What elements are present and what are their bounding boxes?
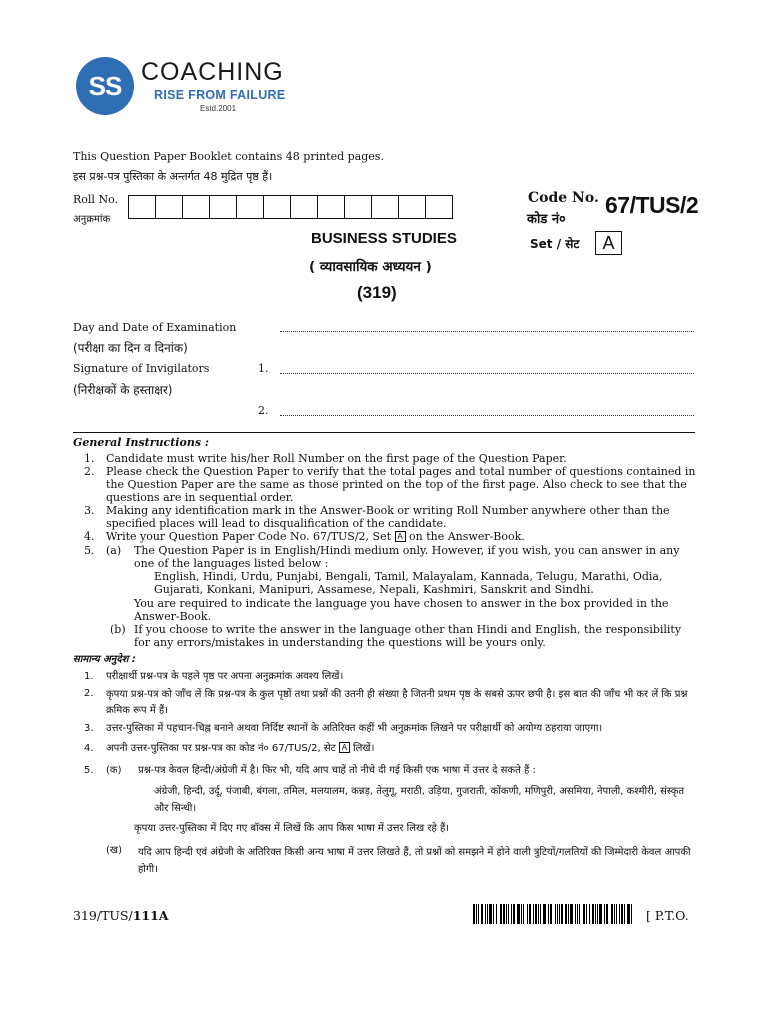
- barcode-bar: [529, 904, 531, 924]
- instruction-4: [106, 530, 696, 543]
- barcode-bar: [550, 904, 552, 924]
- logo-estd: Estd.2001: [200, 104, 237, 113]
- barcode-bar: [496, 904, 497, 924]
- roll-box[interactable]: [371, 195, 399, 219]
- barcode-bar: [527, 904, 528, 924]
- signature-number-1: 1.: [258, 362, 269, 375]
- instruction-5a-languages: English, Hindi, Urdu, Punjabi, Bengali, Tamil, Malayalam, Kannada, Telugu, Marathi, Odia, Gujarati, Konkani, Manipuri, Assamese, Nepali, Kashmiri, Sanskrit and Sindhi.: [154, 570, 663, 596]
- barcode-bar: [485, 904, 486, 924]
- instruction-number: 3.: [84, 504, 95, 517]
- logo-title: COACHING: [141, 58, 284, 86]
- barcode-bar: [478, 904, 479, 924]
- barcode-bar: [500, 904, 502, 924]
- code-label-en: Code No.: [528, 190, 599, 206]
- barcode-bar: [555, 904, 556, 924]
- barcode-bar: [487, 904, 488, 924]
- signature-number-2: 2.: [258, 404, 269, 417]
- hindi-instruction-5kha: यदि आप हिन्दी एवं अंग्रेजी के अतिरिक्त किसी अन्य भाषा में उत्तर लिखते हैं, तो प्रश्नों को समझने में होने वाली त्रुटियों/गलतियों की जिम्मेदारी केवल आपकी होगी।: [138, 847, 691, 875]
- barcode-bar: [523, 904, 524, 924]
- roll-box[interactable]: [317, 195, 345, 219]
- set-box-inline-hi: A: [339, 742, 350, 753]
- barcode-bar: [631, 904, 632, 924]
- barcode-bar: [599, 904, 602, 924]
- barcode-bar: [589, 904, 590, 924]
- paper-code-suffix: 111A: [132, 908, 169, 923]
- hindi-instructions-heading: सामान्य अनुदेश :: [73, 654, 136, 665]
- hindi-instruction-number: 1.: [84, 671, 94, 682]
- hindi-instruction-1: परीक्षार्थी प्रश्न-पत्र के पहले पृष्ठ पर अपना अनुक्रमांक अवश्य लिखें।: [106, 671, 344, 682]
- instruction-number: 1.: [84, 452, 95, 465]
- hindi-instruction-2: कृपया प्रश्न-पत्र को जाँच लें कि प्रश्न-पत्र के कुल पृष्ठों तथा प्रश्नों की उतनी ही संख्या है जितनी प्रथम पृष्ठ के सबसे ऊपर छपी है। इस बात की जाँच भी कर लें कि प्रश्न क्रमिक रूप में हैं।: [106, 689, 688, 716]
- general-instructions-heading: General Instructions :: [73, 436, 209, 449]
- subject-number: (319): [357, 283, 397, 302]
- signature-label-en: Signature of Invigilators: [73, 362, 210, 375]
- barcode-bar: [543, 904, 546, 924]
- hindi-instruction-number: 4.: [84, 743, 94, 754]
- subject-name-hi: ( व्यावसायिक अध्ययन ): [309, 259, 432, 275]
- subject-name-en: BUSINESS STUDIES: [311, 230, 457, 247]
- roll-box[interactable]: [128, 195, 156, 219]
- hindi-instruction-3: उत्तर-पुस्तिका में पहचान-चिह्न बनाने अथवा निर्दिष्ट स्थानों के अतिरिक्त कहीं भी अनुक्रमांक लिखने पर परीक्षार्थी को अयोग्य ठहराया जाएगा।: [106, 723, 603, 734]
- barcode-bar: [517, 904, 520, 924]
- hindi-sub-label: (ख): [106, 845, 122, 856]
- hindi-instruction-number: 3.: [84, 723, 94, 734]
- barcode-bar: [557, 904, 558, 924]
- hindi-instruction-4: [106, 742, 696, 755]
- barcode-bar: [583, 904, 585, 924]
- barcode-bar: [533, 904, 534, 924]
- roll-box[interactable]: [236, 195, 264, 219]
- instruction-2: Please check the Question Paper to verify that the total pages and total number of questions contained in the Question Paper are the same as those printed on the top of the first page. Also check to see that the questions are in sequential order.: [106, 465, 696, 504]
- roll-number-boxes[interactable]: [129, 195, 453, 219]
- barcode-bar: [548, 904, 549, 924]
- code-label-hi: कोड नं०: [527, 212, 566, 227]
- paper-code: [73, 908, 169, 923]
- set-label: Set / सेट: [530, 237, 580, 251]
- exam-date-label-en: Day and Date of Examination: [73, 321, 237, 334]
- instruction-5a: The Question Paper is in English/Hindi medium only. However, if you wish, you can answer in any one of the languages listed below :: [134, 544, 680, 570]
- roll-box[interactable]: [398, 195, 426, 219]
- barcode-bar: [595, 904, 596, 924]
- barcode-bar: [503, 904, 505, 924]
- hindi-instruction-4-text: अपनी उत्तर-पुस्तिका पर प्रश्न-पत्र का कोड नं० 67/TUS/2, सेट: [106, 743, 336, 754]
- barcode-bar: [621, 904, 623, 924]
- pages-info-hi: इस प्रश्न-पत्र पुस्तिका के अन्तर्गत 48 मुद्रित पृष्ठ हैं।: [73, 170, 273, 183]
- divider: [73, 432, 695, 433]
- barcode-bar: [508, 904, 509, 924]
- barcode-bar: [586, 904, 587, 924]
- barcode-bar: [561, 904, 563, 924]
- barcode-bar: [511, 904, 512, 924]
- hindi-sub-label: (क): [106, 765, 122, 776]
- pto-label: [ P.T.O.: [646, 908, 689, 923]
- barcode-bar: [476, 904, 477, 924]
- roll-box[interactable]: [344, 195, 372, 219]
- instruction-sub-label: (b): [110, 623, 126, 636]
- barcode-bar: [481, 904, 483, 924]
- logo-tagline: RISE FROM FAILURE: [154, 88, 286, 102]
- barcode-bar: [619, 904, 620, 924]
- roll-label-hi: अनुक्रमांक: [73, 214, 111, 225]
- instruction-4-text: Write your Question Paper Code No. 67/TUS/2, Set: [106, 530, 392, 543]
- barcode-bar: [506, 904, 507, 924]
- barcode-bar: [535, 904, 537, 924]
- instruction-sub-label: (a): [106, 544, 122, 557]
- roll-box[interactable]: [209, 195, 237, 219]
- roll-box[interactable]: [182, 195, 210, 219]
- logo-badge-text: SS: [88, 70, 122, 101]
- hindi-instruction-5-languages: अंग्रेजी, हिन्दी, उर्दू, पंजाबी, बंगला, तमिल, मलयालम, कन्नड़, तेलुगू, मराठी, उड़िया, गुजराती, कोंकणी, मणिपुरी, असमिया, नेपाली, कश्मीरी, संस्कृत और सिन्धी।: [154, 786, 685, 814]
- barcode-bar: [592, 904, 594, 924]
- barcode-bar: [538, 904, 539, 924]
- roll-box[interactable]: [290, 195, 318, 219]
- instruction-1: Candidate must write his/her Roll Number on the first page of the Question Paper.: [106, 452, 567, 465]
- logo-badge: [76, 57, 134, 115]
- barcode-bar: [597, 904, 598, 924]
- barcode-bar: [616, 904, 617, 924]
- barcode-bar: [540, 904, 541, 924]
- barcode-bar: [614, 904, 615, 924]
- pages-info-en: This Question Paper Booklet contains 48 printed pages.: [73, 150, 384, 163]
- barcode-bar: [577, 904, 578, 924]
- paper-code-prefix: 319/TUS/: [73, 908, 133, 923]
- set-box-inline: A: [395, 531, 406, 542]
- instruction-4-text-end: on the Answer-Book.: [409, 530, 525, 543]
- hindi-instruction-5ka-note: कृपया उत्तर-पुस्तिका में दिए गए बॉक्स में लिखें कि आप किस भाषा में उत्तर लिख रहे हैं।: [134, 823, 450, 834]
- instruction-number: 5.: [84, 544, 95, 557]
- barcode-bar: [493, 904, 494, 924]
- instruction-number: 4.: [84, 530, 95, 543]
- barcode-bar: [568, 904, 569, 924]
- exam-date-field[interactable]: [280, 331, 694, 332]
- barcode-bar: [521, 904, 522, 924]
- barcode-bar: [473, 904, 475, 924]
- signature-label-hi: (निरीक्षकों के हस्ताक्षर): [73, 383, 173, 397]
- set-box: A: [595, 231, 622, 255]
- barcode-bar: [624, 904, 625, 924]
- barcode-bar: [579, 904, 580, 924]
- barcode-bar: [565, 904, 567, 924]
- hindi-instruction-4-text-end: लिखें।: [353, 743, 375, 754]
- instruction-5b: If you choose to write the answer in the language other than Hindi and English, the responsibility for any errors/mistakes in understanding the questions will be yours only.: [134, 623, 682, 649]
- hindi-instruction-number: 5.: [84, 765, 94, 776]
- roll-box[interactable]: [263, 195, 291, 219]
- barcode-bar: [627, 904, 630, 924]
- roll-label-en: Roll No.: [73, 193, 118, 206]
- exam-date-label-hi: (परीक्षा का दिन व दिनांक): [73, 341, 188, 355]
- signature-field-2[interactable]: [280, 415, 694, 416]
- code-value: 67/TUS/2: [605, 192, 699, 218]
- barcode-bar: [575, 904, 576, 924]
- hindi-instruction-5ka: प्रश्न-पत्र केवल हिन्दी/अंग्रेजी में है। फिर भी, यदि आप चाहें तो नीचे दी गई किसी एक भाषा में उत्तर दे सकते हैं :: [138, 765, 536, 776]
- instruction-number: 2.: [84, 465, 95, 478]
- roll-box[interactable]: [425, 195, 453, 219]
- barcode-bar: [611, 904, 613, 924]
- barcode-bar: [489, 904, 492, 924]
- signature-field-1[interactable]: [280, 373, 694, 374]
- barcode-bar: [513, 904, 515, 924]
- barcode-bar: [570, 904, 573, 924]
- instruction-5a-note: You are required to indicate the language you have chosen to answer in the box provided in the Answer-Book.: [134, 597, 669, 623]
- roll-box[interactable]: [155, 195, 183, 219]
- barcode-bar: [604, 904, 605, 924]
- barcode: [473, 904, 635, 924]
- barcode-bar: [559, 904, 560, 924]
- barcode-bar: [606, 904, 608, 924]
- instruction-3: Making any identification mark in the Answer-Book or writing Roll Number anywhere other than the specified places will lead to disqualification of the candidate.: [106, 504, 670, 530]
- hindi-instruction-number: 2.: [84, 688, 94, 699]
